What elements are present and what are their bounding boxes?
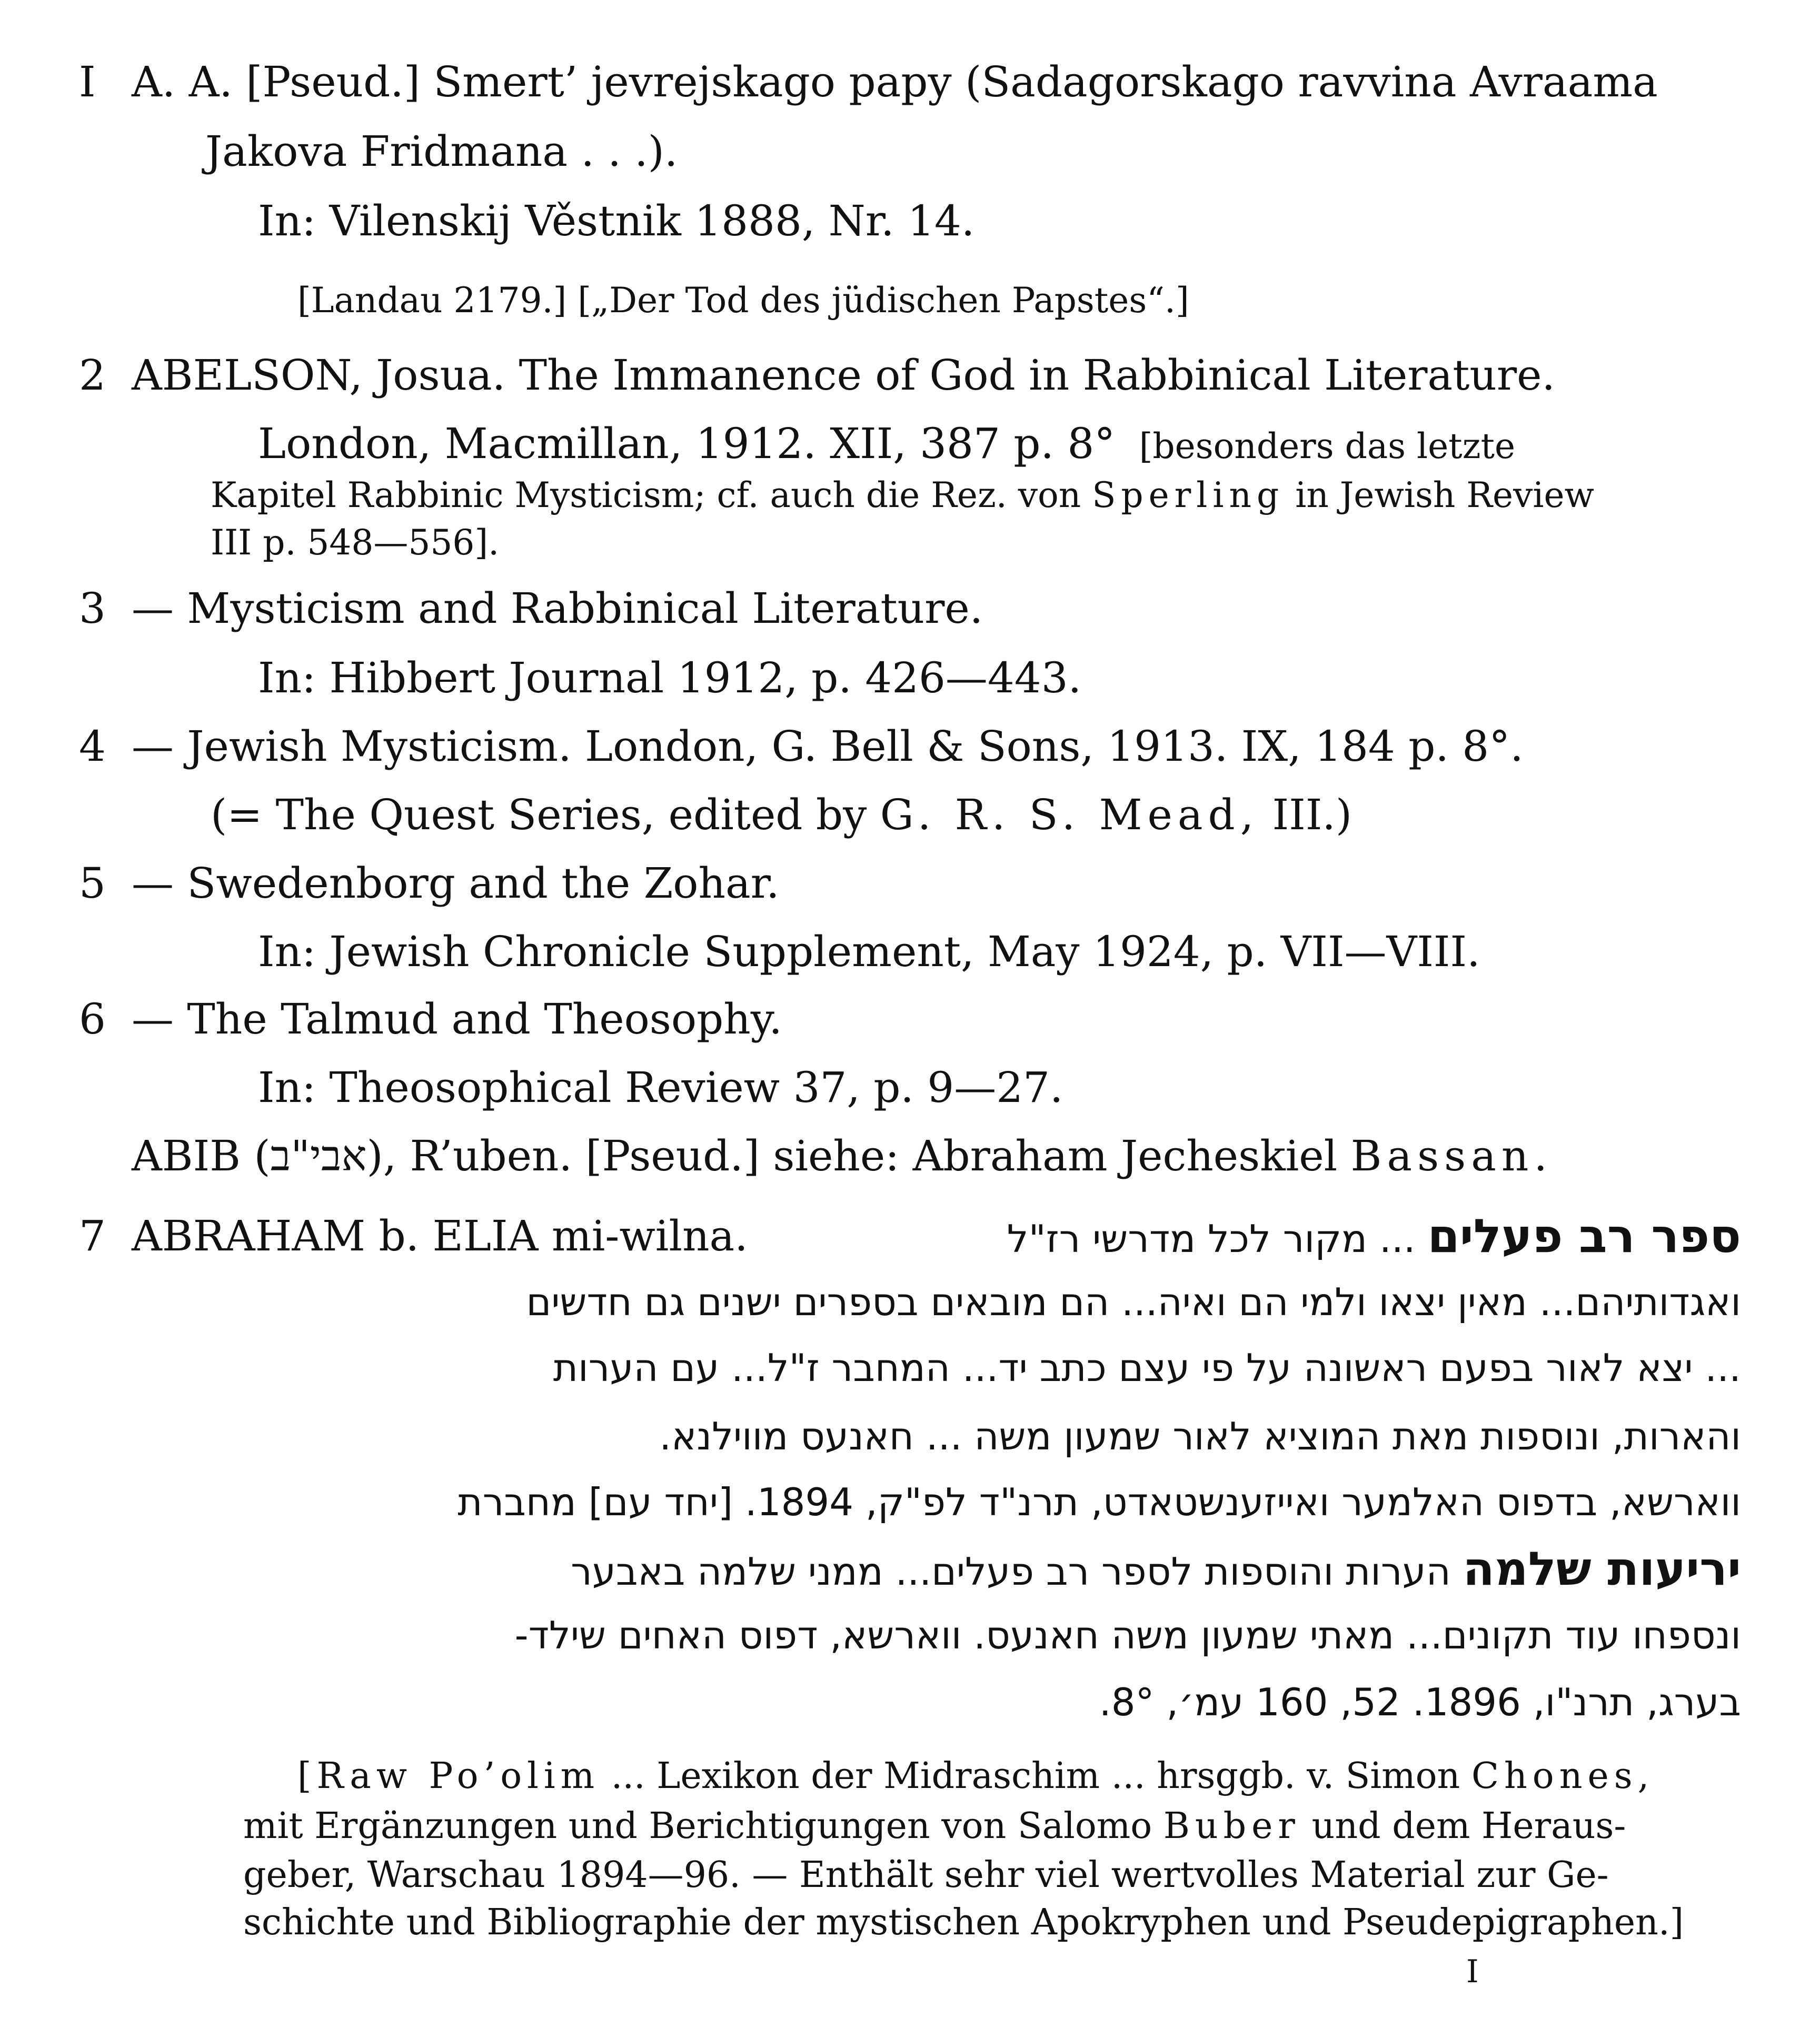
entry-7-note-line-1 bbox=[297, 1753, 1654, 1800]
page-number: I bbox=[1466, 1953, 1479, 1990]
hebrew-supplement-title: יריעות שלמה bbox=[1463, 1542, 1741, 1596]
entry-5-line-1: — Swedenborg and the Zohar. bbox=[132, 859, 780, 908]
cross-reference-text: ABIB (אבי"ב), R’uben. [Pseud.] siehe: Abraham Jecheskiel bbox=[132, 1131, 1338, 1180]
entry-7-hebrew-line-6 bbox=[571, 1544, 1741, 1597]
hebrew-subtitle: ... מקור לכל מדרשי רז"ל bbox=[1007, 1217, 1428, 1261]
entry-4-series: (= The Quest Series, edited by bbox=[211, 790, 867, 839]
entry-2-line-2 bbox=[258, 419, 1515, 469]
entry-number: 2 bbox=[79, 351, 106, 400]
entry-2-line-1: ABELSON, Josua. The Immanence of God in Rabbinical Literature. bbox=[132, 351, 1555, 400]
entry-1-note: [Landau 2179.] [„Der Tod des jüdischen Papstes“.] bbox=[297, 280, 1189, 321]
entry-2-imprint: London, Macmillan, 1912. XII, 387 p. 8° bbox=[258, 419, 1116, 468]
entry-number: 6 bbox=[79, 995, 106, 1044]
entry-number: I bbox=[79, 57, 96, 106]
entry-2-line-4: III p. 548—556]. bbox=[211, 522, 500, 563]
entry-number: 5 bbox=[79, 859, 106, 908]
note-contributor: Buber bbox=[1163, 1805, 1300, 1847]
entry-6-line-2: In: Theosophical Review 37, p. 9—27. bbox=[258, 1063, 1063, 1112]
entry-7-note-line-3: geber, Warschau 1894—96. — Enthält sehr viel wertvolles Material zur Ge- bbox=[243, 1854, 1609, 1896]
entry-number: 4 bbox=[79, 722, 106, 771]
entry-4-line-2 bbox=[211, 790, 1352, 840]
entry-4-editor: G. R. S. Mead, bbox=[880, 790, 1259, 839]
entry-2-line-3 bbox=[211, 474, 1594, 517]
entry-7-hebrew-line-5: ווארשא, בדפוס האלמער ואייזענשטאדט, תרנ"ד לפ"ק, 1894. [יחד עם] מחברת bbox=[458, 1480, 1741, 1524]
entry-7-author: ABRAHAM b. ELIA mi-wilna. bbox=[132, 1211, 748, 1260]
entry-1-line-1: A. A. [Pseud.] Smert’ jevrejskago papy (Sadagorskago ravvina Avraama bbox=[132, 57, 1658, 106]
entry-number: 3 bbox=[79, 584, 106, 633]
note-text: ... Lexikon der Midraschim ... hrsggb. v. Simon bbox=[611, 1755, 1460, 1797]
hebrew-title: ספר רב פעלים bbox=[1427, 1209, 1741, 1263]
entry-2-remark: Kapitel Rabbinic Mysticism; cf. auch die Rez. von bbox=[211, 475, 1081, 515]
entry-2-reviewer: Sperling bbox=[1092, 475, 1285, 515]
entry-7-hebrew-line-1 bbox=[1007, 1211, 1741, 1264]
note-editor: Chones, bbox=[1471, 1755, 1655, 1797]
entry-number: 7 bbox=[79, 1211, 106, 1260]
entry-7-hebrew-line-8: בערג, תרנ"ו, 1896. 52, 160 עמ׳, 8°. bbox=[1099, 1680, 1741, 1724]
entry-7-hebrew-line-4: והארות, ונוספות מאת המוציא לאור שמעון משה ... חאנעס מווילנא. bbox=[659, 1414, 1741, 1458]
note-text: mit Ergänzungen und Berichtigungen von Salomo bbox=[243, 1805, 1152, 1847]
cross-reference bbox=[132, 1131, 1553, 1181]
entry-2-remark-start: [besonders das letzte bbox=[1139, 426, 1516, 466]
entry-7-hebrew-line-7: ונספחו עוד תקונים... מאתי שמעון משה חאנעס. ווארשא, דפוס האחים שילד- bbox=[514, 1613, 1741, 1657]
entry-7-note-line-2 bbox=[243, 1803, 1626, 1850]
entry-1-line-2: Jakova Fridmana . . .). bbox=[205, 127, 678, 176]
entry-1-line-3: In: Vilenskij Věstnik 1888, Nr. 14. bbox=[258, 196, 975, 245]
entry-4-line-1: — Jewish Mysticism. London, G. Bell & Sons, 1913. IX, 184 p. 8°. bbox=[132, 722, 1524, 771]
cross-reference-target: Bassan. bbox=[1350, 1131, 1553, 1180]
entry-3-line-2: In: Hibbert Journal 1912, p. 426—443. bbox=[258, 653, 1082, 702]
entry-7-hebrew-line-2: ואגדותיהם... מאין יצאו ולמי הם ואיה... הם מובאים בספרים ישנים גם חדשים bbox=[526, 1280, 1741, 1324]
note-title: [Raw Po’olim bbox=[297, 1755, 600, 1797]
entry-3-line-1: — Mysticism and Rabbinical Literature. bbox=[132, 584, 983, 633]
entry-4-series-end: III.) bbox=[1272, 790, 1352, 839]
entry-6-line-1: — The Talmud and Theosophy. bbox=[132, 995, 782, 1044]
entry-2-remark-end: in Jewish Review bbox=[1295, 475, 1595, 515]
hebrew-supplement-text: הערות והוספות לספר רב פעלים... ממני שלמה באבער bbox=[571, 1549, 1463, 1594]
note-text: und dem Heraus- bbox=[1311, 1805, 1626, 1847]
entry-7-note-line-4: schichte und Bibliographie der mystischen Apokryphen und Pseudepigraphen.] bbox=[243, 1902, 1684, 1943]
entry-7-hebrew-line-3: ... יצא לאור בפעם ראשונה על פי עצם כתב יד... המחבר ז"ל... עם הערות bbox=[553, 1346, 1741, 1390]
entry-5-line-2: In: Jewish Chronicle Supplement, May 1924, p. VII—VIII. bbox=[258, 927, 1480, 976]
